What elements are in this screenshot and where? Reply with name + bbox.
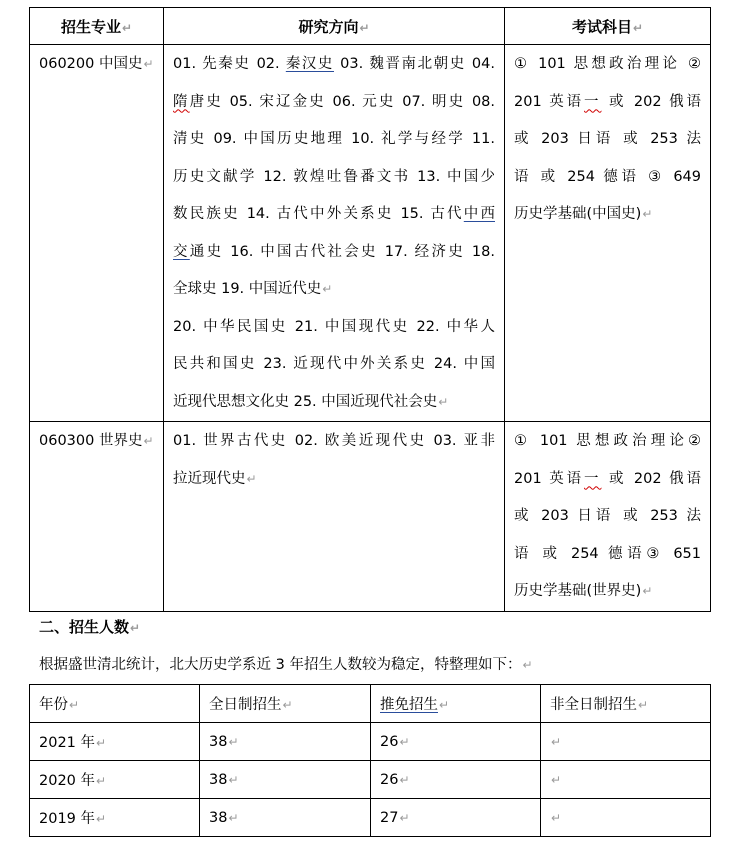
recommended-cell: 27↵ <box>371 799 541 837</box>
paragraph-mark: ↵ <box>359 20 370 35</box>
paragraph-mark: ↵ <box>438 394 449 409</box>
paragraph-mark: ↵ <box>642 207 653 221</box>
paragraph-mark: ↵ <box>551 734 562 749</box>
header-exams: 考试科目↵ <box>505 8 711 45</box>
program-row-world-history <box>30 422 711 612</box>
paragraph-mark: ↵ <box>69 698 80 712</box>
paragraph-mark: ↵ <box>642 584 653 598</box>
paragraph-mark: ↵ <box>130 621 141 635</box>
paragraph-mark: ↵ <box>522 658 533 672</box>
direction-line: 隋唐史 05. 宋辽金史 06. 元史 07. 明史 08. <box>173 93 496 110</box>
paragraph-mark: ↵ <box>143 57 154 71</box>
paragraph-mark: ↵ <box>322 282 333 296</box>
section-heading: 二、招生人数↵ <box>39 618 141 636</box>
major-cell: 060300 世界史↵ <box>30 422 164 612</box>
paragraph-mark: ↵ <box>228 810 239 825</box>
paragraph-mark: ↵ <box>228 734 239 749</box>
exams-cell <box>505 422 711 612</box>
paragraph-mark: ↵ <box>632 20 644 35</box>
part-time-cell <box>541 799 711 837</box>
full-time-cell: 38↵ <box>200 761 371 799</box>
paragraph-mark: ↵ <box>246 471 257 486</box>
header-directions: 研究方向↵ <box>164 8 505 45</box>
paragraph-mark: ↵ <box>121 20 133 35</box>
recommended-cell: 26↵ <box>371 761 541 799</box>
paragraph-mark: ↵ <box>96 736 107 750</box>
programs-table <box>29 7 711 612</box>
part-time-cell <box>541 761 711 799</box>
year-cell: 2020 年↵ <box>30 761 200 799</box>
exam-line: 历史学基础(世界史)↵ <box>514 583 653 599</box>
program-row-chinese-history <box>30 45 711 422</box>
paragraph-mark: ↵ <box>282 698 293 712</box>
header-year: 年份↵ <box>30 685 200 723</box>
directions-cell <box>164 45 505 422</box>
full-time-cell: 38↵ <box>200 799 371 837</box>
paragraph-mark: ↵ <box>96 774 107 788</box>
table-row <box>30 761 711 799</box>
paragraph-mark: ↵ <box>551 810 562 825</box>
exam-line: 或 203 日语 或 253 法 <box>514 131 701 147</box>
header-full-time: 全日制招生↵ <box>200 685 371 723</box>
table-row <box>30 723 711 761</box>
paragraph-mark: ↵ <box>143 434 154 448</box>
header-recommended: 推免招生↵ <box>371 685 541 723</box>
exam-line: 201 英语一 或 202 俄语 <box>514 93 701 110</box>
table-row <box>30 799 711 837</box>
exam-line: 语 或 254 德语③ 651 <box>514 545 701 562</box>
direction-line: 交通史 16. 中国古代社会史 17. 经济史 18. <box>173 243 495 260</box>
year-cell: 2021 年↵ <box>30 723 200 761</box>
paragraph-mark: ↵ <box>551 772 562 787</box>
direction-line: 民共和国史 23. 近现代中外关系史 24. 中国 <box>173 356 495 372</box>
recommended-cell: 26↵ <box>371 723 541 761</box>
enrollment-table <box>29 684 711 837</box>
paragraph-mark: ↵ <box>228 772 239 787</box>
direction-line: 拉近现代史↵ <box>173 470 257 487</box>
paragraph-mark: ↵ <box>439 698 450 712</box>
direction-line: 历史文献学 12. 敦煌吐鲁番文书 13. 中国少 <box>173 168 495 185</box>
direction-line: 01. 世界古代史 02. 欧美近现代史 03. 亚非 <box>173 433 495 449</box>
paragraph-mark: ↵ <box>399 772 410 787</box>
direction-line: 清史 09. 中国历史地理 10. 礼学与经学 11. <box>173 131 495 147</box>
exam-line: 或 203 日语 或 253 法 <box>514 508 701 524</box>
exam-line: 201 英语一 或 202 俄语 <box>514 470 701 487</box>
direction-line: 01. 先秦史 02. 秦汉史 03. 魏晋南北朝史 04. <box>173 56 495 72</box>
paragraph-mark: ↵ <box>96 812 107 826</box>
paragraph-mark: ↵ <box>399 734 410 749</box>
major-cell: 060200 中国史↵ <box>30 45 164 422</box>
intro-paragraph: 根据盛世清北统计，北大历史学系近 3 年招生人数较为稳定，特整理如下：↵ <box>39 657 533 673</box>
header-major: 招生专业↵ <box>30 8 164 45</box>
direction-line: 数民族史 14. 古代中外关系史 15. 古代中西 <box>173 206 495 222</box>
year-cell: 2019 年↵ <box>30 799 200 837</box>
paragraph-mark: ↵ <box>638 698 649 712</box>
exams-cell <box>505 45 711 422</box>
direction-line: 近现代思想文化史 25. 中国近现代社会史↵ <box>173 393 449 410</box>
part-time-cell <box>541 723 711 761</box>
header-part-time: 非全日制招生↵ <box>541 685 711 723</box>
direction-line: 全球史 19. 中国近代史↵ <box>173 281 333 297</box>
exam-line: 历史学基础(中国史)↵ <box>514 206 653 222</box>
exam-line: 语 或 254 德语 ③ 649 <box>514 168 701 185</box>
programs-header-row <box>30 8 711 45</box>
exam-line: ① 101 思想政治理论② <box>514 433 701 449</box>
directions-cell <box>164 422 505 612</box>
direction-line: 20. 中华民国史 21. 中国现代史 22. 中华人 <box>173 318 495 335</box>
paragraph-mark: ↵ <box>399 810 410 825</box>
full-time-cell: 38↵ <box>200 723 371 761</box>
exam-line: ① 101 思想政治理论 ② <box>514 56 701 72</box>
enrollment-header-row <box>30 685 711 723</box>
